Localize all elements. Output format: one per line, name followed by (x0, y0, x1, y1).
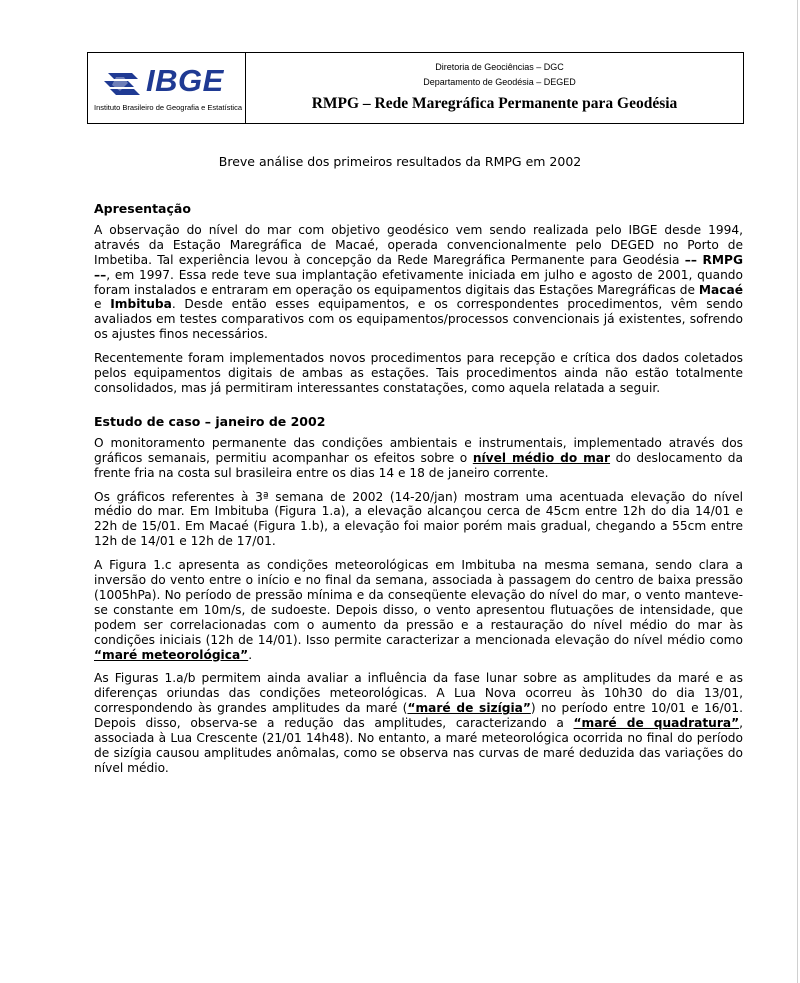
text-run: e (94, 297, 111, 312)
header-title-cell (246, 53, 743, 123)
text-run: As Figuras 1.a/b permitem ainda avaliar a influência da fase lunar sobre as amplitudes da maré e as diferenças oriundas das condições meteorológicas. A Lua Nova ocorreu às 10h30 do dia 13/01, correspondendo às grandes amplitudes da maré ( (94, 671, 743, 716)
paragraph-estudo-3 (94, 558, 743, 662)
text-run: , associada à Lua Crescente (21/01 14h48). No entanto, a maré meteorológica ocorrida no final do período de sizígia causou amplitudes anômalas, como se observa nas curvas de maré deduzida das variações do nível médio. (94, 716, 743, 775)
mare-meteorologica-emphasis: “maré meteorológica” (94, 647, 249, 662)
document-subtitle: Breve análise dos primeiros resultados da RMPG em 2002 (218, 154, 582, 169)
paragraph-apresentacao-1 (94, 223, 743, 342)
imbituba-emphasis: Imbituba (110, 297, 172, 312)
text-run: ) no período entre 10/01 e 16/01. Depois disso, observa-se a redução das amplitudes, caracterizando a (94, 701, 743, 731)
directorate-line: Diretoria de Geociências – DGC (435, 62, 564, 72)
text-run: , em 1997. Essa rede teve sua implantação efetivamente iniciada em julho e agosto de 2001, quando foram instalados e entraram em operação os equipamentos digitais das Estações Maregráficas de (94, 267, 743, 297)
mare-quadratura-emphasis: “maré de quadratura” (573, 716, 740, 731)
rmpg-emphasis: –– RMPG –– (94, 252, 743, 282)
document-header (87, 52, 744, 124)
paragraph-apresentacao-2: Recentemente foram implementados novos procedimentos para recepção e crítica dos dados coletados pelos equipamentos digitais de ambas as estações. Tais procedimentos ainda não estão totalmente consolidados, mas já permitiram interessantes constatações, como aquela relatada a seguir. (94, 351, 743, 395)
nivel-medio-emphasis: nível médio do mar (472, 450, 611, 465)
text-run: A observação do nível do mar com objetivo geodésico vem sendo realizada pelo IBGE desde 1994, através da Estação Maregráfica de Macaé, operada convencionalmente pelo DEGED no Porto de Imbetiba. Tal experiência levou à concepção da Rede Maregráfica Permanente para Geodésia (94, 222, 743, 267)
logo-subtitle: Instituto Brasileiro de Geografia e Estatística (94, 103, 242, 112)
macae-emphasis: Macaé (698, 282, 743, 297)
department-line: Departamento de Geodésia – DEGED (423, 77, 576, 87)
ibge-logo (88, 53, 246, 123)
text-run: do deslocamento da frente fria na costa sul brasileira entre os dias 14 e 18 de janeiro corrente. (94, 450, 743, 480)
logo-wordmark: IBGE (146, 63, 224, 98)
document-body (94, 202, 743, 785)
text-run: . Desde então esses equipamentos, e os correspondentes procedimentos, vêm sendo avaliados em testes comparativos com os equipamentos/processos convencionais já existentes, sofrendo os ajustes finos necessários. (94, 297, 743, 342)
text-run: A Figura 1.c apresenta as condições meteorológicas em Imbituba na mesma semana, sendo clara a inversão do vento entre o início e no final da semana, associada à passagem do centro de baixa pressão (1005hPa). No período de pressão mínima e da conseqüente elevação do nível do mar, o vento manteve-se constante em 10m/s, de sudoeste. Depois disso, o vento apresentou flutuações de intensidade, que podem ser correlacionadas com o aumento da pressão e a restauração do nível médio do mar às condições iniciais (12h de 14/01). Isso permite caracterizar a mencionada elevação do nível médio como (94, 558, 743, 647)
ibge-logo-mark-icon (102, 71, 144, 97)
header-title: RMPG – Rede Maregráfica Permanente para Geodésia (311, 95, 678, 112)
paragraph-estudo-2: Os gráficos referentes à 3ª semana de 2002 (14-20/jan) mostram uma acentuada elevação do nível médio do mar. Em Imbituba (Figura 1.a), a elevação alcançou cerca de 45cm entre 12h do dia 14/01 e 22h de 15/01. Em Macaé (Figura 1.b), a elevação foi maior porém mais gradual, chegando a 55cm entre 12h de 14/01 e 12h de 17/01. (94, 489, 743, 549)
text-run: O monitoramento permanente das condições ambientais e instrumentais, implementado através dos gráficos semanais, permitiu acompanhar os efeitos sobre o (94, 435, 743, 465)
mare-sizigia-emphasis: “maré de sizígia” (407, 701, 531, 716)
paragraph-estudo-1 (94, 436, 743, 481)
section-heading-estudo-de-caso: Estudo de caso – janeiro de 2002 (94, 413, 326, 429)
paragraph-estudo-4 (94, 671, 743, 775)
text-run: . (248, 647, 253, 662)
section-heading-apresentacao: Apresentação (94, 201, 191, 216)
